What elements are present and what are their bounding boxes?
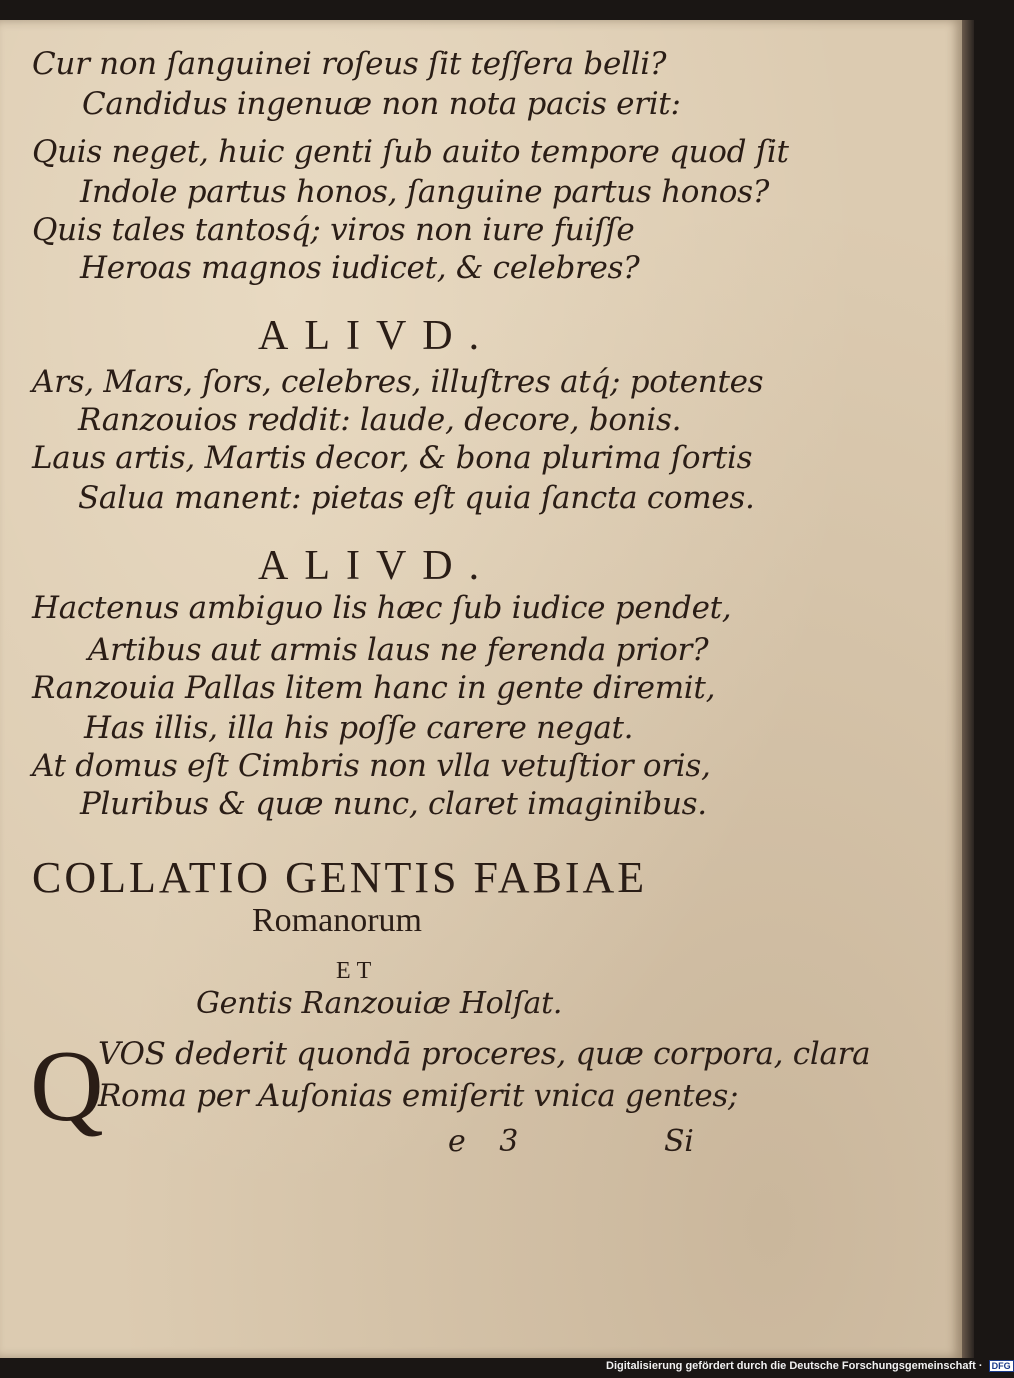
verse-line: Has illis, illa his poſſe carere negat.: [84, 710, 634, 746]
section-heading: ALIVD.: [258, 313, 496, 359]
drop-initial: Q: [30, 1030, 104, 1143]
signature-mark: e 3: [448, 1124, 531, 1159]
title-conjunction: ET: [336, 958, 378, 984]
verse-line: Laus artis, Martis decor, & bona plurima ſortis: [32, 440, 753, 476]
verse-line: Artibus aut armis laus ne ferenda prior?: [88, 632, 709, 668]
verse-line: Cur non ſanguinei roſeus ſit teſſera belli?: [32, 46, 667, 82]
verse-line: Salua manent: pietas eſt quia ſancta comes.: [78, 480, 755, 516]
verse-line: Ranzouia Pallas litem hanc in gente diremit,: [32, 670, 716, 706]
verse-line: Heroas magnos iudicet, & celebres?: [80, 250, 640, 286]
verse-line: At domus eſt Cimbris non vlla vetuſtior oris,: [32, 748, 711, 784]
footer-text: Digitalisierung gefördert durch die Deutsche Forschungsgemeinschaft: [606, 1360, 976, 1372]
dfg-logo: DFG: [989, 1360, 1014, 1372]
page-edge: [962, 20, 974, 1358]
footer-separator: ·: [975, 1360, 986, 1372]
verse-line: Roma per Auſonias emiſerit vnica gentes;: [98, 1078, 739, 1114]
digitization-footer: [606, 1360, 1014, 1372]
verse-line: Pluribus & quæ nunc, claret imaginibus.: [80, 786, 707, 822]
verse-line: Ranzouios reddit: laude, decore, bonis.: [78, 402, 682, 438]
catchword: Si: [664, 1124, 694, 1159]
verse-line: Candidus ingenuæ non nota pacis erit:: [82, 86, 681, 122]
verse-line: Hactenus ambiguo lis hæc ſub iudice pendet,: [32, 590, 732, 626]
verse-line: Indole partus honos, ſanguine partus honos?: [80, 174, 770, 210]
verse-line: VOS dederit quondā proceres, quæ corpora, clara: [98, 1036, 871, 1072]
title-heading: COLLATIO GENTIS FABIAE: [32, 853, 648, 902]
verse-line: Ars, Mars, ſors, celebres, illuſtres atq́; potentes: [32, 364, 764, 400]
verse-line: Quis neget, huic genti ſub auito tempore quod ſit: [32, 134, 789, 170]
section-heading: ALIVD.: [258, 543, 496, 589]
title-subheading: Romanorum: [252, 902, 422, 939]
title-subheading-italic: Gentis Ranzouiæ Holſat.: [196, 986, 563, 1021]
verse-line: Quis tales tantosq́; viros non iure fuiſſe: [32, 212, 635, 248]
